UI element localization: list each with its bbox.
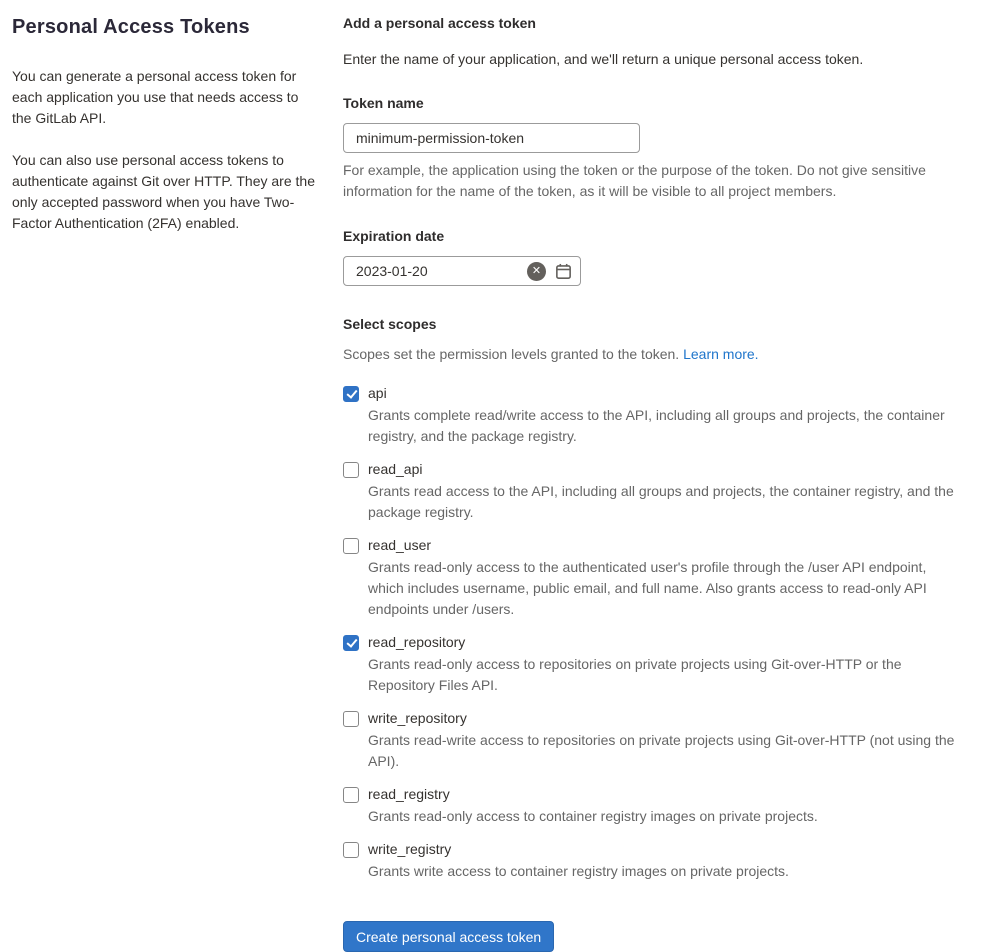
scope-label-read-registry[interactable]: read_registry <box>368 786 450 802</box>
scope-label-api[interactable]: api <box>368 385 387 401</box>
token-name-input[interactable] <box>343 123 640 153</box>
scope-row-api <box>343 383 963 447</box>
scope-row-write-repository <box>343 708 963 772</box>
expiration-date-label: Expiration date <box>343 228 445 244</box>
intro-paragraph-1: You can generate a personal access token for each application you use that needs access to the GitLab API. <box>12 68 299 126</box>
scope-list <box>343 383 963 882</box>
scope-row-read-registry <box>343 784 963 827</box>
scope-description-api: Grants complete read/write access to the API, including all groups and projects, the container registry, and the package registry. <box>368 407 945 444</box>
token-name-label: Token name <box>343 95 424 111</box>
scope-label-read-user[interactable]: read_user <box>368 537 432 553</box>
scope-checkbox-api[interactable] <box>343 386 359 402</box>
scope-description-read-registry: Grants read-only access to container registry images on private projects. <box>368 808 818 824</box>
scope-checkbox-read-registry[interactable] <box>343 787 359 803</box>
settings-description-column <box>12 12 343 952</box>
scope-row-read-repository <box>343 632 963 696</box>
scope-row-read-user <box>343 535 963 620</box>
form-heading: Add a personal access token <box>343 15 536 31</box>
select-scopes-label: Select scopes <box>343 316 437 332</box>
scopes-description <box>343 344 963 365</box>
page-title: Personal Access Tokens <box>12 16 250 38</box>
expiration-date-field[interactable] <box>343 256 581 286</box>
scope-description-write-registry: Grants write access to container registry images on private projects. <box>368 863 789 879</box>
intro-paragraph-2: You can also use personal access tokens to authenticate against Git over HTTP. They are the only accepted password when you have Two-Factor Authentication (2FA) enabled. <box>12 152 315 231</box>
scopes-description-text: Scopes set the permission levels granted to the token. <box>343 346 680 362</box>
scope-description-write-repository: Grants read-write access to repositories on private projects using Git-over-HTTP (not using the API). <box>368 732 955 769</box>
scope-row-read-api <box>343 459 963 523</box>
token-name-help: For example, the application using the token or the purpose of the token. Do not give sensitive information for the name of the token, as it will be visible to all project members. <box>343 162 926 199</box>
form-subheading: Enter the name of your application, and we'll return a unique personal access token. <box>343 51 864 67</box>
scope-checkbox-write-repository[interactable] <box>343 711 359 727</box>
scope-label-write-repository[interactable]: write_repository <box>368 710 467 726</box>
scope-description-read-user: Grants read-only access to the authenticated user's profile through the /user API endpoint, which includes username, public email, and full name. Also grants access to read-only API endpoints under /users. <box>368 559 927 617</box>
scope-label-read-repository[interactable]: read_repository <box>368 634 466 650</box>
scope-row-write-registry <box>343 839 963 882</box>
scope-description-read-api: Grants read access to the API, including all groups and projects, the container registry, and the package registry. <box>368 483 954 520</box>
scope-checkbox-read-user[interactable] <box>343 538 359 554</box>
scope-checkbox-read-repository[interactable] <box>343 635 359 651</box>
calendar-icon[interactable] <box>555 263 572 280</box>
create-token-button[interactable]: Create personal access token <box>343 921 554 952</box>
learn-more-link[interactable]: Learn more. <box>683 346 759 362</box>
scope-checkbox-write-registry[interactable] <box>343 842 359 858</box>
add-token-form <box>343 12 963 952</box>
expiration-date-input[interactable] <box>356 263 527 279</box>
clear-date-icon[interactable]: ✕ <box>527 262 546 281</box>
scope-label-read-api[interactable]: read_api <box>368 461 423 477</box>
scope-description-read-repository: Grants read-only access to repositories on private projects using Git-over-HTTP or the Repository Files API. <box>368 656 902 693</box>
scope-checkbox-read-api[interactable] <box>343 462 359 478</box>
scope-label-write-registry[interactable]: write_registry <box>368 841 452 857</box>
